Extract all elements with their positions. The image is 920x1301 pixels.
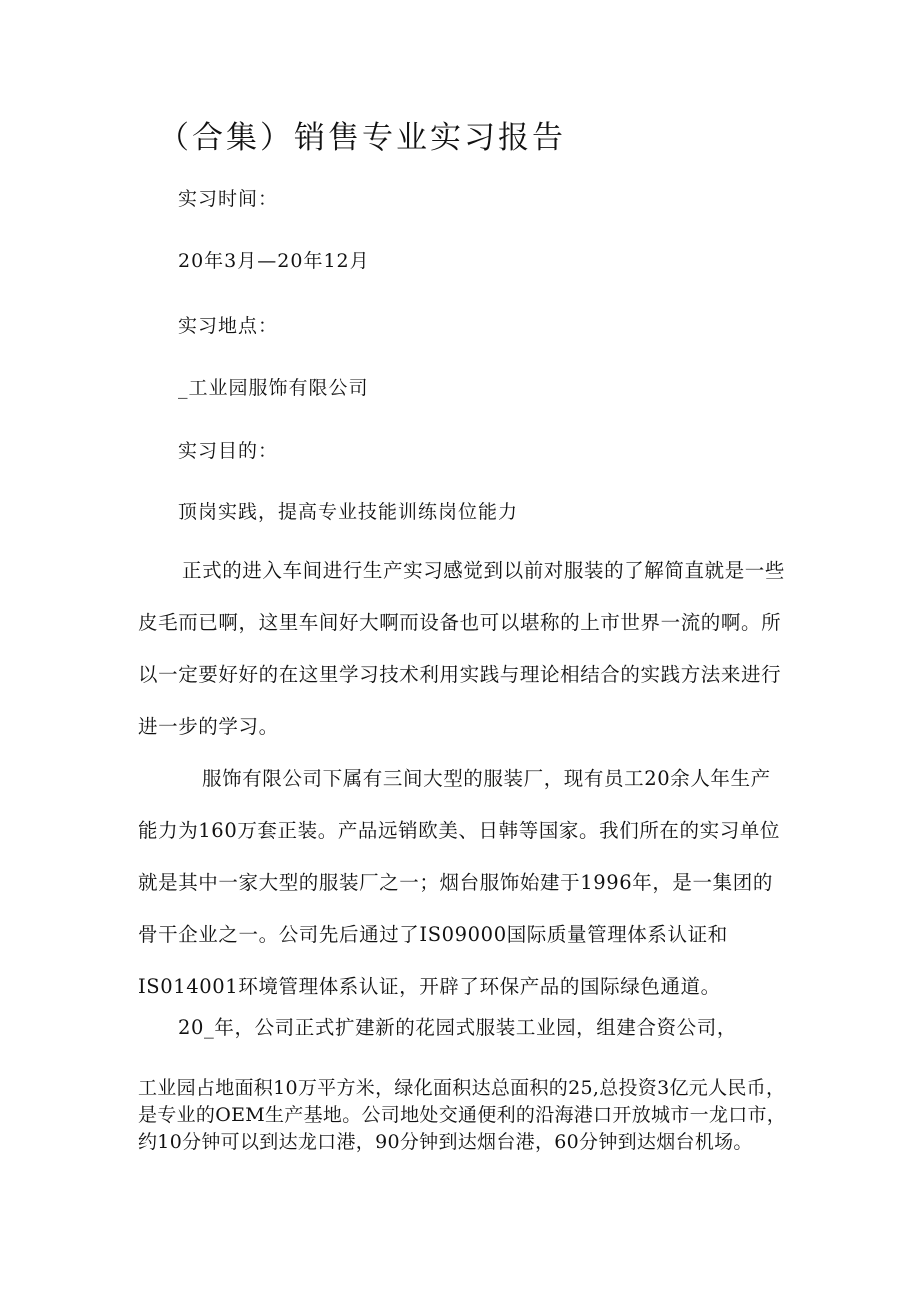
internship-time-label: 实习时间： [178,188,279,210]
paragraph-company-overview: 服饰有限公司下属有三间大型的服装厂，现有员工20余人年生产能力为160万套正装。产品远销欧美、日韩等国家。我们所在的实习单位就是其中一家大型的服装厂之一；烟台服饰始建于1996年，是一集团的骨干企业之一。公司先后通过了IS09000国际质量管理体系认证和IS014001环境管理体系认证，开辟了环保产品的国际绿色通道。 [138,767,781,998]
document-title: （合集）销售专业实习报告 [158,120,566,156]
paragraph-industrial-park: 工业园占地面积10万平方米，绿化面积达总面积的25,总投资3亿元人民币，是专业的OEM生产基地。公司地处交通便利的沿海港口开放城市一龙口市，约10分钟可以到达龙口港，90分钟到达烟台港，60分钟到达烟台机场。 [138,1077,787,1153]
internship-place-value: _工业园服饰有限公司 [178,377,369,399]
paragraph-workshop-experience: 正式的进入车间进行生产实习感觉到以前对服装的了解简直就是一些皮毛而已啊，这里车间好大啊而设备也可以堪称的上市世界一流的啊。所以一定要好好的在这里学习技术利用实践与理论相结合的实践方法来进行进一步的学习。 [138,559,786,738]
internship-purpose-label: 实习目的： [178,440,279,462]
internship-purpose-value: 顶岗实践，提高专业技能训练岗位能力 [178,501,519,523]
internship-place-label: 实习地点： [178,315,279,337]
paragraph-expansion: 20_年，公司正式扩建新的花园式服装工业园，组建合资公司， [178,1016,737,1039]
internship-time-value: 20年3月—20年12月 [178,250,370,272]
